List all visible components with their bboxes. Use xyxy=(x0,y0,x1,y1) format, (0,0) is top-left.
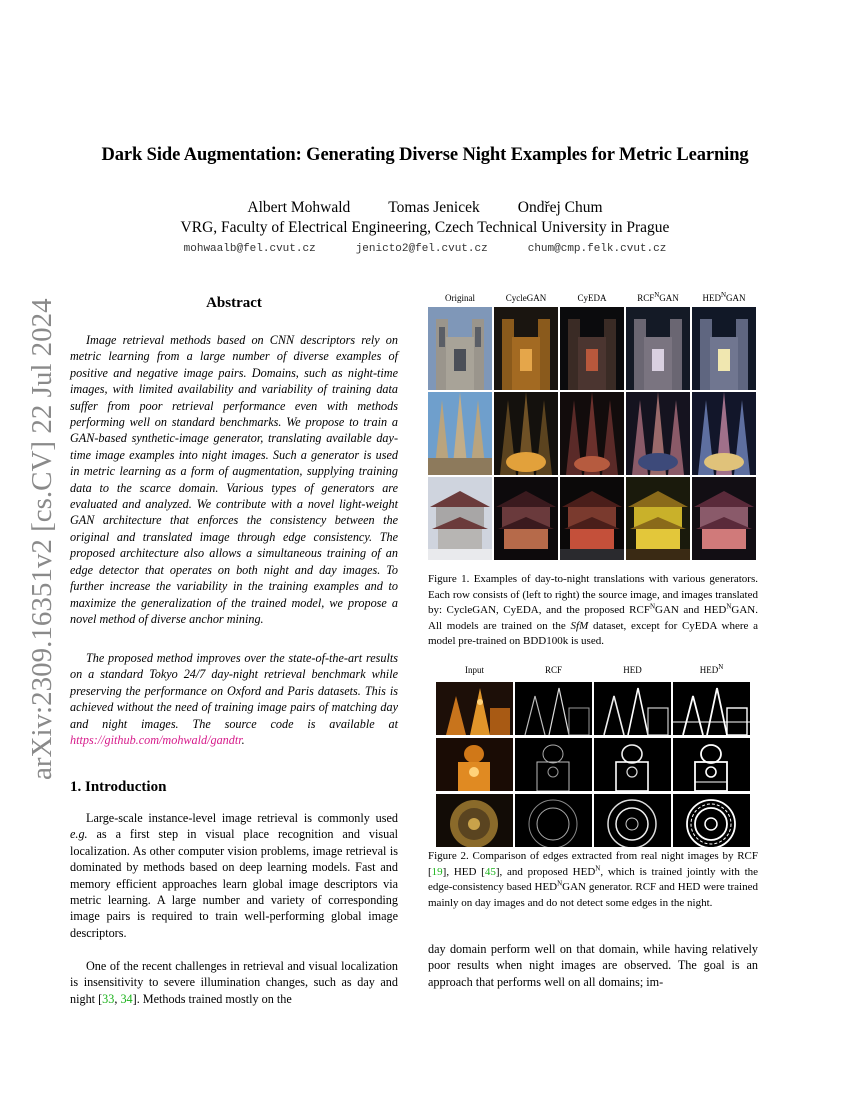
affiliation: VRG, Faculty of Electrical Engineering, Czech Technical University in Prague xyxy=(180,219,670,236)
translated-night-image xyxy=(626,307,690,390)
intro-text: One of the recent challenges in retrieval and visual localization is insensitivity to severe illumination changes, such as day and night [ xyxy=(70,959,398,1006)
edge-map xyxy=(673,794,750,847)
author-list xyxy=(0,199,850,217)
night-input-image xyxy=(436,682,513,735)
citation-link[interactable]: 33 xyxy=(102,991,115,1006)
email-address[interactable]: chum@cmp.felk.cvut.cz xyxy=(527,243,667,255)
translated-night-image xyxy=(692,392,756,475)
figure-1-caption: Figure 1. Examples of day-to-night translations with various generators. Each row consists of (left to right) the source image, and images translated by: CycleGAN, CyEDA, and the proposed $RCF^NGAN$ and $HED^NGAN$. All models are trained on the SfM dataset, except for CyEDA where a model pre-trained on BDD100k is used. xyxy=(428,573,758,647)
abstract-paragraph: Image retrieval methods based on CNN descriptors rely on metric learning from a large number of diverse examples of positive and negative image pairs. Domains, such as night-time images, with limited availability and variability of training data suffer from poor retrieval performance even with methods performing well on standard benchmarks. We propose to train a GAN-based synthetic-image generator, translating available day-time image examples into night images. Such a generator is used in metric learning as a form of augmentation, supplying training data to the scarce domain. Various types of generators are evaluated and analyzed. We contribute with a novel light-weight GAN architecture that enforces the consistency between the original and translated image through edge consistency. The proposed architecture also allows a simultaneous training of an edge detector that operates on both night and day images. To further increase the variability in the training examples and to maximize the generalization of the trained model, we propose a novel method of diverse anchor mining. xyxy=(70,333,398,626)
arxiv-stamp: arXiv:2309.16351v2 [cs.CV] 22 Jul 2024 xyxy=(26,298,58,780)
translated-night-image xyxy=(560,307,624,390)
column-header: RCF xyxy=(544,665,562,675)
abstract-paragraph xyxy=(70,650,398,748)
translated-night-image xyxy=(692,477,756,560)
column-header: CyEDA xyxy=(577,293,607,303)
translated-night-image xyxy=(560,477,624,560)
paper-title: Dark Side Augmentation: Generating Diverse Night Examples for Metric Learning xyxy=(101,145,749,165)
column-header: Original xyxy=(445,293,475,303)
edge-map xyxy=(515,682,592,735)
column-header: CycleGAN xyxy=(505,293,547,303)
figure-2 xyxy=(436,665,750,847)
column-header: HED xyxy=(623,665,642,675)
edge-map xyxy=(594,794,671,847)
intro-paragraph xyxy=(70,810,398,941)
edge-map xyxy=(594,738,671,791)
column-header: $HED^N$ xyxy=(699,663,724,675)
email-address[interactable]: jenicto2@fel.cvut.cz xyxy=(355,243,488,255)
figure-1 xyxy=(428,293,758,561)
abstract-text: The proposed method improves over the state-of-the-art results on a standard Tokyo 24/7 day-night retrieval benchmark while preserving the performance on Oxford and Paris datasets. This is achieved without the need of training image pairs of matching day and night images. The source code is available at xyxy=(70,651,398,731)
translated-night-image xyxy=(494,307,558,390)
column-header: Input xyxy=(465,665,484,675)
day-image xyxy=(428,477,492,560)
section-heading: 1. Introduction xyxy=(70,779,167,795)
translated-night-image xyxy=(494,477,558,560)
night-input-image xyxy=(436,738,513,791)
author-name: Tomas Jenicek xyxy=(388,199,480,216)
citation-link[interactable]: 34 xyxy=(120,991,133,1006)
translated-night-image xyxy=(560,392,624,475)
intro-text: e.g. xyxy=(70,827,88,842)
edge-map xyxy=(515,794,592,847)
edge-map xyxy=(594,682,671,735)
email-list xyxy=(0,243,850,255)
email-address[interactable]: mohwaalb@fel.cvut.cz xyxy=(183,243,316,255)
translated-night-image xyxy=(626,477,690,560)
citation-link[interactable]: 45 xyxy=(484,865,496,878)
author-name: Albert Mohwald xyxy=(247,199,351,216)
citation-link[interactable]: 19 xyxy=(431,865,443,878)
author-name: Ondřej Chum xyxy=(517,199,603,216)
abstract-heading: Abstract xyxy=(206,295,262,311)
edge-map xyxy=(673,682,750,735)
column-header: $HED^NGAN$ xyxy=(702,291,746,303)
intro-text: Large-scale instance-level image retrieval is commonly used xyxy=(86,811,398,825)
intro-text: as a first step in visual place recognition and visual localization. As other computer vision problems, image retrieval is dominated by methods based on deep learning models. Fast and memory efficient approaches learn global image descriptors via metric learning. A large number and variety of corresponding image pairs is required to train well-performing global image descriptors. xyxy=(70,827,398,940)
abstract-text: . xyxy=(241,733,245,748)
intro-text: , xyxy=(114,991,121,1006)
intro-paragraph xyxy=(70,958,398,1007)
day-image xyxy=(428,307,492,390)
night-input-image xyxy=(436,794,513,847)
source-code-link[interactable]: https://github.com/mohwald/gandtr xyxy=(70,733,242,748)
translated-night-image xyxy=(692,307,756,390)
translated-night-image xyxy=(494,392,558,475)
edge-map xyxy=(673,738,750,791)
column-header: $RCF^NGAN$ xyxy=(637,291,679,303)
edge-map xyxy=(515,738,592,791)
body-text: day domain perform well on that domain, while having relatively poor results when night images are observed. The goal is an approach that performs well on all domains; im- xyxy=(428,942,758,989)
translated-night-image xyxy=(626,392,690,475)
day-image xyxy=(428,392,492,475)
intro-text: ]. Methods trained mostly on the xyxy=(132,991,292,1006)
figure-2-caption: Figure 2. Comparison of edges extracted from real night images by RCF [19], HED [45], and proposed $HED^N$, which is trained jointly with the edge-consistency based $HED^NGAN$ generator. RCF and HED were trained mainly on day images and do not detect some edges in the night. xyxy=(428,850,759,909)
